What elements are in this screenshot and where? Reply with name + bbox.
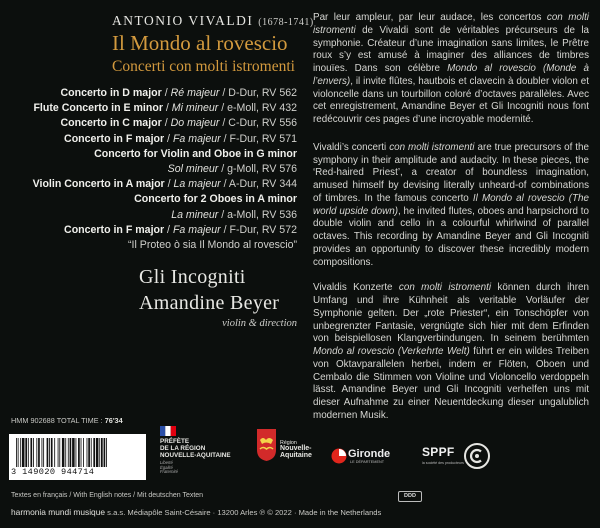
note-text-run: Mondo al rovescio (Verkehrte Welt): [313, 346, 470, 357]
track-title: Concerto in F major: [64, 132, 165, 145]
prefecture-line-3: NOUVELLE-AQUITAINE: [160, 452, 231, 460]
track-key-catalog: / a-Moll, RV 536: [218, 208, 297, 221]
total-time-label: TOTAL TIME :: [56, 416, 103, 425]
note-text-run: Mondo al rovescio (Monde à l’envers): [313, 63, 589, 87]
barcode-bar: [36, 438, 37, 467]
sppf-name: SPPF: [422, 445, 455, 459]
catalog-number: HMM 902688: [11, 416, 55, 425]
barcode-bar: [38, 438, 40, 467]
track-line: [7, 238, 297, 253]
track-key-french: Mi mineur: [171, 102, 219, 115]
naq-small: Région: [280, 440, 297, 446]
barcode-bar: [78, 438, 80, 467]
barcode-bar: [93, 438, 95, 467]
prefecture-line-1: PRÉFÈTE: [160, 438, 190, 445]
note-text-run: con molti istromenti: [389, 141, 475, 153]
gironde-mark-icon: [331, 448, 347, 464]
track-separator: /: [164, 223, 173, 236]
barcode-bar: [88, 438, 90, 467]
barcode-bar: [47, 438, 49, 467]
barcode-bar: [54, 438, 55, 467]
barcode-bar: [30, 438, 32, 467]
barcode-bar: [16, 438, 17, 467]
barcode-bar: [87, 438, 88, 467]
barcode-bar: [25, 438, 27, 467]
note-text-run: Par leur ampleur, par leur audace, les concertos: [313, 12, 547, 23]
track-key-catalog: / C-Dur, RV 556: [219, 117, 297, 130]
composer-line: [112, 13, 314, 29]
track-separator: /: [162, 102, 172, 115]
barcode-bar: [20, 438, 21, 467]
barcode-bar: [68, 438, 69, 467]
track-line: [7, 177, 297, 192]
barcode-bar: [62, 438, 65, 467]
note-text-run: , il invite flûtes, hautbois et clavecin à doubler violon et violoncelle dans un tourbillon coloré d’octaves parallèles. Avec cet enregistrement, Amandine Beyer et Gli Incogniti nous font redécouvrir ces pages d’une incroyable modernité.: [313, 75, 589, 125]
publisher-line: [11, 507, 381, 517]
barcode-bar: [81, 438, 82, 467]
gironde-tagline: LE DÉPARTEMENT: [350, 460, 385, 464]
gironde-logo: [331, 446, 407, 468]
note-text-run: Vivaldis Konzerte: [313, 282, 399, 294]
barcode: [9, 434, 146, 480]
barcode-bar: [18, 438, 19, 467]
barcode-bar: [101, 438, 103, 467]
barcode-bar: [33, 438, 34, 467]
track-line: [7, 192, 297, 207]
track-key-catalog: / g-Moll, RV 576: [218, 163, 297, 176]
track-separator: /: [164, 178, 174, 191]
track-key-catalog: / F-Dur, RV 571: [220, 132, 297, 145]
liner-notes-french: [313, 12, 589, 127]
note-text-run: con molti istromenti: [398, 282, 492, 294]
note-text-run: Il Mondo al rovescio (The world upside down): [313, 192, 589, 217]
note-text-run: are true precursors of the symphony in their amplitude and audacity. In these pieces, the ‘Red-haired Priest’, a creator of boundless imagination, amused himself by devising literally unheard-of combinations of timbres. In the famous concerto: [313, 141, 589, 204]
track-line: [7, 162, 297, 177]
barcode-bar: [83, 438, 84, 467]
nouvelle-aquitaine-text: [280, 440, 312, 459]
barcode-bar: [28, 438, 29, 467]
motto-fraternite: Fraternité: [160, 469, 178, 475]
performer-role: violin & direction: [222, 318, 297, 329]
track-key-french: Do majeur: [170, 117, 220, 130]
sppf-tagline: la société des producteurs: [422, 461, 464, 465]
track-title: Flute Concerto in E minor: [33, 102, 163, 115]
note-text-run: führt er ein wildes Treiben von Oktavparallelen herbei, indem er Flöten, Oboen und Cembalo die Stimmen von Violine und Violoncello verdoppeln lässt. Amandine Beyer und Gli Incogniti verhelfen uns mit dieser Aufnahme zu einer Neuentdeckung dieser ungalublich modernen Musik.: [313, 346, 589, 421]
barcode-bar: [91, 438, 92, 467]
track-key-french: Fa majeur: [172, 132, 221, 145]
prefecture-logo: [160, 426, 238, 475]
director-name: Amandine Beyer: [139, 292, 280, 314]
languages-line: Textes en français / With English notes / Mit deutschen Texten: [11, 492, 204, 499]
note-text-run: con molti istromenti: [313, 12, 589, 36]
album-title: Il Mondo al rovescio: [112, 31, 288, 55]
note-text-run: , he invited flutes, oboes and harpsichord to double violin and cello in a colourful whirlwind of parallel octaves. This recording by Amandine Beyer and Gli Incogniti provides an opportunity to discover these incredibly modern compositions.: [313, 205, 590, 268]
note-text-run: de Vivaldi sont de véritables précurseurs de la symphonie. Créateur d’une imagination sans limites, le Prêtre roux s’y est amusé à imaginer des alliances de timbres inouïes. Dans son célèbre: [313, 24, 589, 74]
liner-notes: [313, 12, 589, 423]
publisher-details: s.a.s. Médiapôle Saint-Césaire · 13200 Arles ℗ © 2022 · Made in the Netherlands: [105, 508, 382, 517]
gironde-name: Gironde: [348, 448, 391, 460]
composer-name: ANTONIO VIVALDI: [112, 13, 254, 28]
track-key-catalog: / e-Moll, RV 432: [218, 102, 297, 115]
track-key-french: Fa majeur: [172, 223, 221, 236]
composer-dates: (1678-1741): [258, 17, 314, 28]
barcode-bars: [16, 438, 139, 468]
track-title: Concerto in C major: [60, 117, 162, 130]
track-line: [7, 132, 297, 147]
republic-motto: [160, 461, 178, 475]
note-text-run: können durch ihren Umfang und ihre Kühnheit als veritable Vorläufer der Symphonie gelten. Der „rote Priester“, ein Tonschöpfer von unbegrenzter Fantasie, vergnügte sich hier mit dem Erfinden von beispiellosen Klangverbindungen. In seinem berühmten: [313, 282, 589, 345]
barcode-bar: [42, 438, 43, 467]
ensemble-name: Gli Incogniti: [139, 266, 246, 288]
barcode-bar: [49, 438, 50, 467]
track-line: [7, 86, 297, 101]
track-line: [7, 223, 297, 238]
sppf-logo: [420, 444, 462, 472]
track-key-catalog: / A-Dur, RV 344: [220, 178, 297, 191]
prefecture-text: [160, 438, 231, 460]
barcode-bar: [59, 438, 60, 467]
album-subtitle: Concerti con molti istromenti: [112, 58, 295, 75]
barcode-bar: [104, 438, 106, 467]
tracklist: [7, 86, 297, 253]
note-text-run: Vivaldi’s concerti: [313, 141, 390, 153]
barcode-bar: [22, 438, 25, 467]
track-title: Concerto for Violin and Oboe in G minor: [94, 147, 297, 160]
track-key-catalog: / D-Dur, RV 562: [219, 87, 297, 99]
track-line: [7, 147, 297, 162]
track-title: Concerto in D major: [60, 87, 162, 99]
track-title: Concerto in F major: [64, 223, 165, 236]
french-republic-logo: [160, 426, 176, 436]
barcode-bar: [99, 438, 100, 467]
prefecture-line-2: DE LA RÉGION: [160, 445, 206, 453]
total-time: 76'34: [104, 416, 123, 425]
track-title: Violin Concerto in A major: [32, 178, 165, 191]
barcode-digits: 3 149020 944714: [11, 467, 95, 477]
liner-notes-english: [313, 142, 589, 270]
track-separator: /: [164, 132, 173, 145]
barcode-bar: [106, 438, 107, 467]
barcode-bar: [43, 438, 44, 467]
track-line: [7, 101, 297, 116]
naq-line-2: Aquitaine: [280, 451, 312, 459]
cnm-logo: [464, 443, 490, 469]
barcode-bar: [58, 438, 59, 467]
track-key-french: Ré majeur: [170, 87, 220, 99]
barcode-bar: [72, 438, 75, 467]
motto-egalite: Égalité: [160, 464, 173, 470]
barcode-bar: [96, 438, 99, 467]
catalog-info: [11, 416, 123, 425]
barcode-bar: [51, 438, 53, 467]
track-line: [7, 208, 297, 223]
track-separator: /: [161, 87, 171, 99]
nouvelle-aquitaine-shield-icon: [256, 428, 277, 462]
track-title: Concerto for 2 Oboes in A minor: [134, 193, 297, 206]
dolby-ddd-badge: DDD: [398, 491, 422, 502]
publisher-name: harmonia mundi musique: [11, 507, 106, 517]
barcode-bar: [65, 438, 66, 467]
motto-liberte: Liberté: [160, 460, 173, 465]
track-key-catalog: “Il Proteo ò sia Il Mondo al rovescio”: [128, 239, 297, 252]
liner-notes-german: [313, 282, 589, 422]
naq-line-1: Nouvelle-: [280, 445, 312, 453]
track-key-french: Sol mineur: [167, 163, 219, 176]
track-line: [7, 116, 297, 131]
track-key-catalog: / F-Dur, RV 572: [220, 223, 297, 236]
track-key-french: La majeur: [173, 178, 221, 191]
barcode-bar: [70, 438, 72, 467]
barcode-bar: [76, 438, 77, 467]
track-key-french: La mineur: [171, 208, 219, 221]
track-separator: /: [161, 117, 171, 130]
